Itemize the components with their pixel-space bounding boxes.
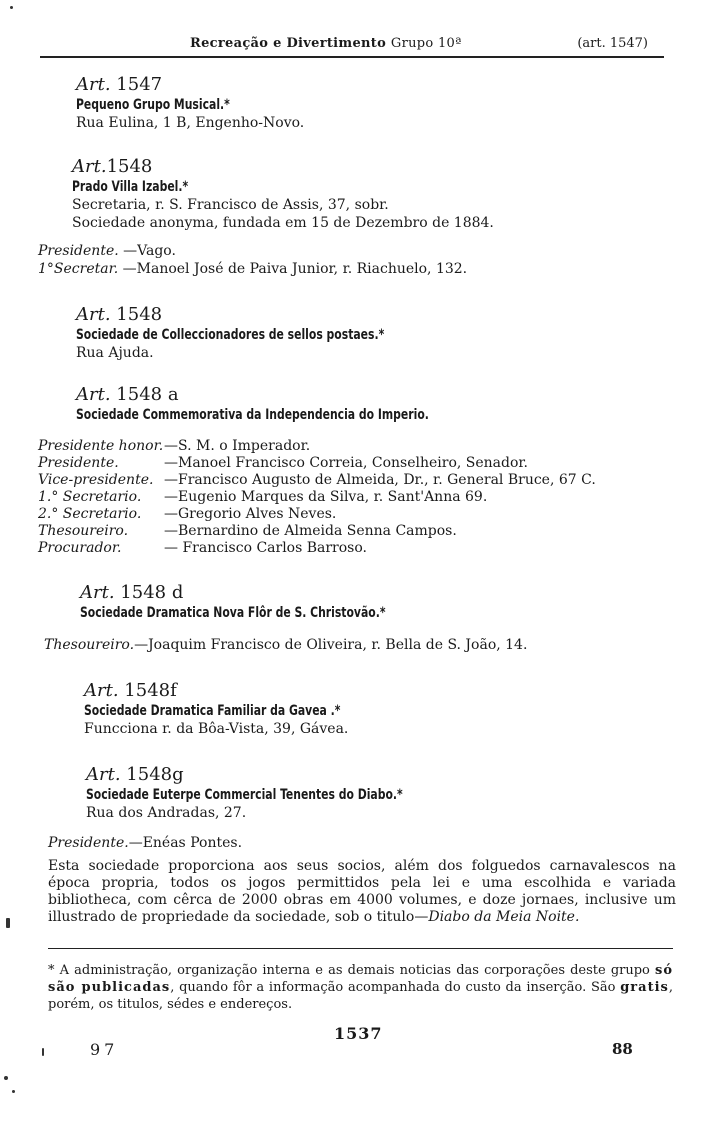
entry-1548a xyxy=(76,384,486,424)
signature-mark: 97 xyxy=(90,1040,119,1059)
article-number xyxy=(80,582,435,604)
art-num: 1548f xyxy=(124,680,177,701)
officer-row xyxy=(38,506,596,523)
entry-1548-prado xyxy=(72,156,494,232)
organization-name: Sociedade Dramatica Nova Flôr de S. Christovão.* xyxy=(80,605,386,621)
running-title-text: Recreação e Divertimento xyxy=(190,36,387,51)
article-number xyxy=(76,304,434,326)
organization-name: Pequeno Grupo Musical.* xyxy=(76,97,230,113)
address-line: Rua Eulina, 1 B, Engenho-Novo. xyxy=(76,115,305,131)
address-line: Rua Ajuda. xyxy=(76,345,154,361)
scan-speck xyxy=(4,1076,8,1080)
officer-name: —Manoel José de Paiva Junior, r. Riachuelo, 132. xyxy=(122,261,468,277)
officer-role: Thesoureiro. xyxy=(44,637,135,653)
officer-name: —Vago. xyxy=(123,243,176,259)
entry-1548g xyxy=(86,764,454,822)
article-number xyxy=(84,680,382,702)
officer-role: Vice-presidente. xyxy=(38,472,154,488)
scan-speck xyxy=(6,918,10,928)
officer-name: —Enéas Pontes. xyxy=(128,835,243,851)
art-label: Art. xyxy=(86,764,121,785)
art-label: Art. xyxy=(84,680,119,701)
officers-1548-prado xyxy=(38,242,467,278)
article-number xyxy=(76,74,304,96)
scan-speck xyxy=(42,1048,44,1056)
officer-row xyxy=(38,260,467,278)
organization-name: Sociedade Dramatica Familiar da Gavea .* xyxy=(84,703,341,719)
entry-1547 xyxy=(76,74,304,132)
officer-row xyxy=(38,438,596,455)
officer-row xyxy=(38,472,596,489)
officer-role: 1°Secretar. xyxy=(38,261,119,277)
officers-1548g xyxy=(48,834,242,852)
entry-1548-colleccionadores xyxy=(76,304,434,362)
entry-1548f xyxy=(84,680,382,738)
description-paragraph xyxy=(48,858,676,926)
officer-role: Presidente. xyxy=(48,835,129,851)
journal-title: Diabo da Meia Noite. xyxy=(428,909,580,925)
officer-name: —Eugenio Marques da Silva, r. Sant'Anna 69. xyxy=(164,489,488,505)
footnote-text: * A administração, organização interna e as demais noticias das corporações deste grupo xyxy=(48,963,655,978)
art-label: Art. xyxy=(72,156,107,177)
officer-role: Procurador. xyxy=(38,540,122,556)
art-label: Art. xyxy=(76,384,111,405)
officer-name: —Gregorio Alves Neves. xyxy=(164,506,337,522)
page-number-center: 1537 xyxy=(334,1024,383,1043)
footnote-rule xyxy=(48,948,673,949)
officer-row xyxy=(38,523,596,540)
organization-name: Sociedade Euterpe Commercial Tenentes do Diabo.* xyxy=(86,787,403,803)
running-header xyxy=(40,34,664,56)
officer-row xyxy=(44,636,527,654)
officers-1548a xyxy=(38,438,596,557)
officer-role: Presidente honor. xyxy=(38,438,164,454)
officer-role: Thesoureiro. xyxy=(38,523,129,539)
footnote-text: , quando fôr a informação acompanhada do custo da inserção. São xyxy=(170,980,621,995)
officer-name: —Joaquim Francisco de Oliveira, r. Bella de S. João, 14. xyxy=(134,637,528,653)
officer-name: —Bernardino de Almeida Senna Campos. xyxy=(164,523,457,539)
art-num: 1548 a xyxy=(116,384,179,405)
officer-role: Presidente. xyxy=(38,243,119,259)
header-rule xyxy=(40,56,664,58)
art-label: Art. xyxy=(80,582,115,603)
officer-name: —S. M. o Imperador. xyxy=(164,438,311,454)
running-title xyxy=(190,36,462,51)
header-art-ref: (art. 1547) xyxy=(577,36,648,51)
footnote-emphasis: só são publicadas xyxy=(48,963,673,995)
footnote-emphasis: gratis xyxy=(620,980,669,995)
info-line: Sociedade anonyma, fundada em 15 de Dezembro de 1884. xyxy=(72,215,494,231)
page-number: 88 xyxy=(612,1040,633,1058)
organization-name: Sociedade de Colleccionadores de sellos postaes.* xyxy=(76,327,385,343)
officer-name: —Francisco Augusto de Almeida, Dr., r. General Bruce, 67 C. xyxy=(164,472,596,488)
address-line: Funcciona r. da Bôa-Vista, 39, Gávea. xyxy=(84,721,349,737)
entry-1548d xyxy=(80,582,435,622)
article-number xyxy=(72,156,494,178)
officer-row xyxy=(38,489,596,506)
art-num: 1547 xyxy=(116,74,163,95)
group-label: Grupo 10ª xyxy=(390,36,462,51)
scan-speck xyxy=(12,1090,15,1093)
officer-row xyxy=(38,455,596,472)
officer-role: 2.° Secretario. xyxy=(38,506,142,522)
officer-name: — Francisco Carlos Barroso. xyxy=(164,540,367,556)
article-number xyxy=(86,764,454,786)
address-line: Secretaria, r. S. Francisco de Assis, 37, sobr. xyxy=(72,197,389,213)
art-num: 1548 d xyxy=(120,582,184,603)
officer-row xyxy=(38,540,596,557)
organization-name: Sociedade Commemorativa da Independencia do Imperio. xyxy=(76,407,429,423)
officer-name: —Manoel Francisco Correia, Conselheiro, Senador. xyxy=(164,455,529,471)
art-num: 1548g xyxy=(126,764,184,785)
art-num: 1548 xyxy=(116,304,163,325)
officers-1548d xyxy=(44,636,527,654)
address-line: Rua dos Andradas, 27. xyxy=(86,805,247,821)
officer-row xyxy=(38,242,467,260)
organization-name: Prado Villa Izabel.* xyxy=(72,179,189,195)
officer-role: Presidente. xyxy=(38,455,119,471)
art-label: Art. xyxy=(76,304,111,325)
art-num: 1548 xyxy=(106,156,153,177)
officer-role: 1.° Secretario. xyxy=(38,489,142,505)
footnote-text: , porém, os titulos, sédes e endereços. xyxy=(48,980,673,1012)
scan-speck xyxy=(10,6,13,9)
art-label: Art. xyxy=(76,74,111,95)
article-number xyxy=(76,384,486,406)
officer-row xyxy=(48,834,242,852)
description-text: Esta sociedade proporciona aos seus socios, além dos folguedos carnavalescos na época propria, todos os jogos permittidos pela lei e uma escolhida e variada bibliotheca, com cêrca de 2000 obras em 4000 volumes, e doze jornaes, inclusive um illustrado de propriedade da sociedade, sob o titulo— xyxy=(48,858,676,925)
footnote xyxy=(48,962,673,1013)
